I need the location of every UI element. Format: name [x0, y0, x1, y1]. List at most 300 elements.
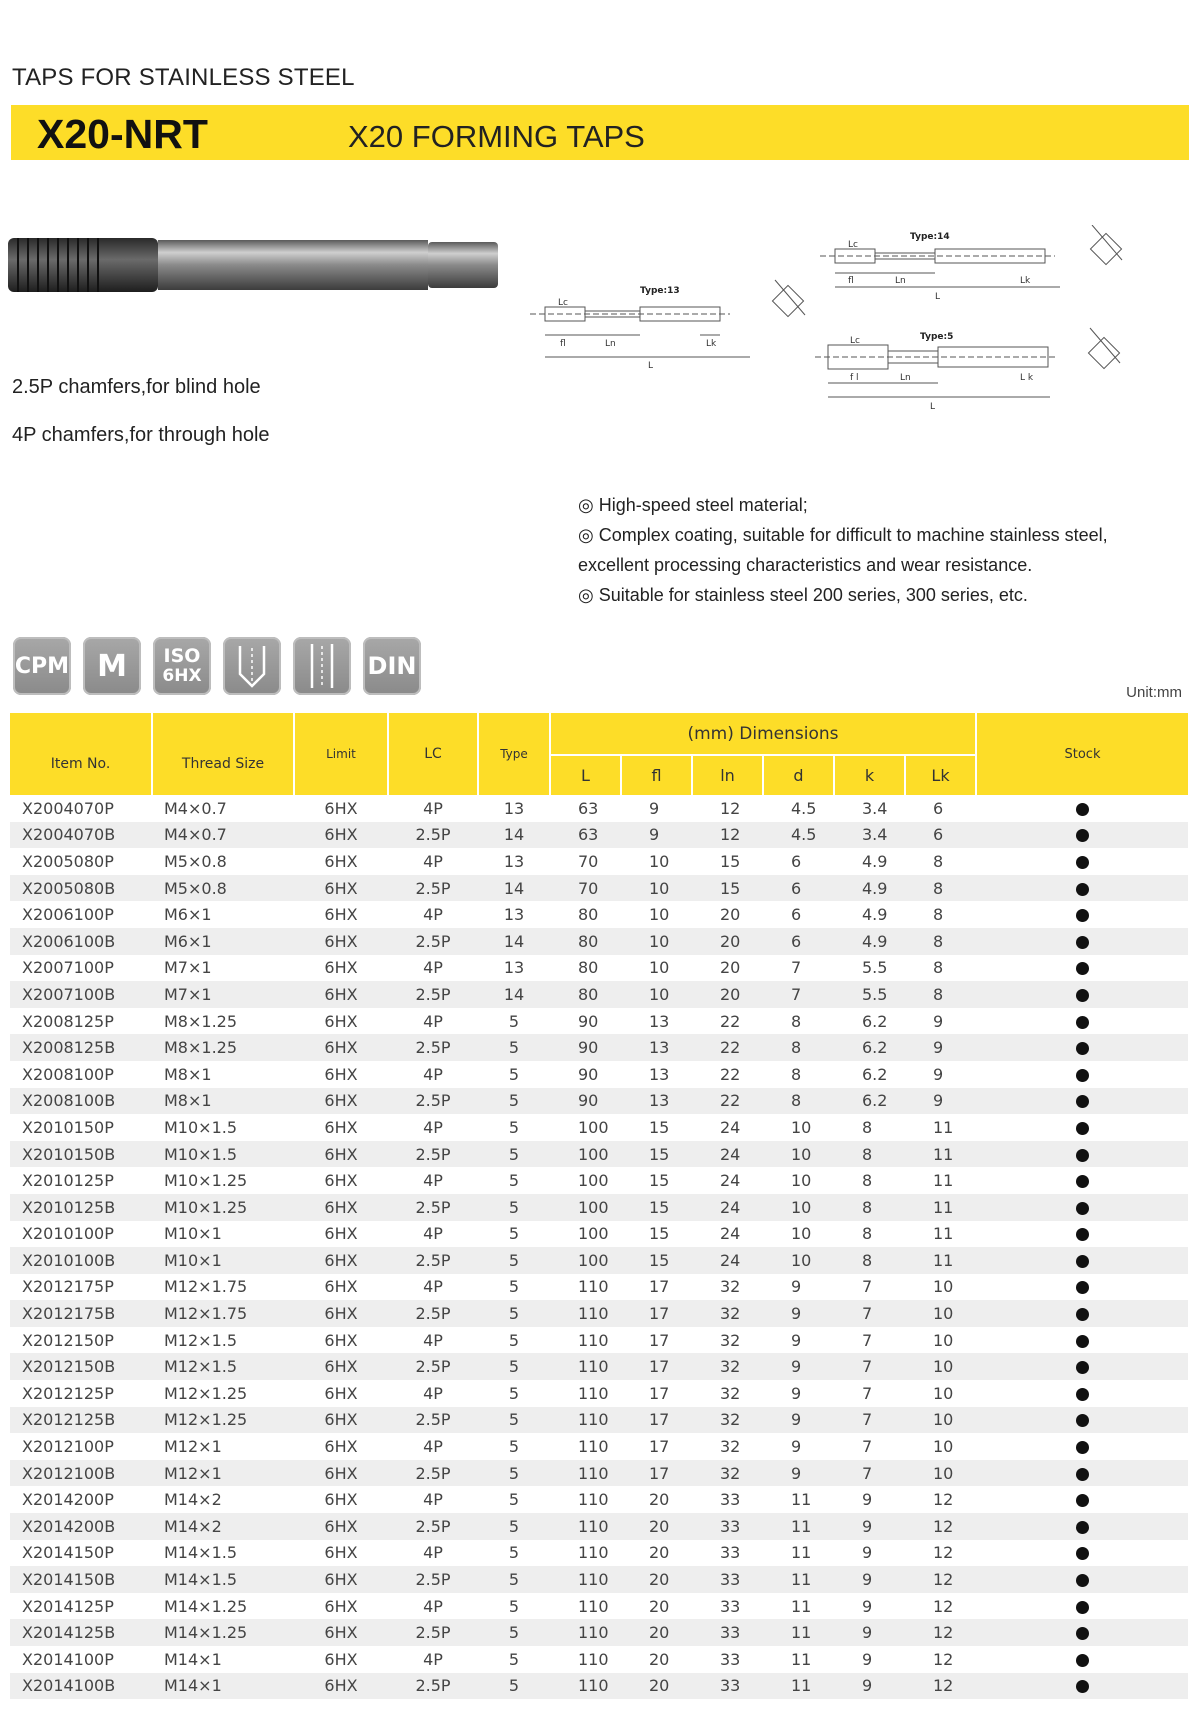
svg-text:Ln: Ln [900, 373, 911, 383]
cell-limit: 6HX [294, 822, 388, 849]
cell-k: 9 [834, 1673, 905, 1700]
cell-l: 110 [578, 1330, 609, 1350]
cell-lk: 10 [905, 1407, 976, 1434]
in-stock-dot-icon [1076, 1441, 1089, 1454]
cell-fl: 20 [621, 1619, 692, 1646]
cell-ln: 20 [720, 905, 741, 925]
cell-lk: 6 [933, 798, 944, 818]
cell-d: 11 [763, 1673, 834, 1700]
cell-d: 9 [763, 1300, 834, 1327]
cell-limit: 6HX [324, 958, 358, 978]
cell-type: 5 [508, 1117, 520, 1137]
header-lc: LC [388, 713, 478, 795]
cell-k: 3.4 [862, 798, 888, 818]
in-stock-dot-icon [1076, 1095, 1089, 1108]
cell-stock [976, 1646, 1188, 1673]
cell-item-no: X2008100B [10, 1088, 152, 1115]
cell-thread-size: M4×0.7 [152, 822, 294, 849]
cell-k: 8 [834, 1141, 905, 1168]
cell-lk: 12 [905, 1619, 976, 1646]
cell-l: 110 [578, 1490, 609, 1510]
table-row [10, 928, 1188, 955]
cell-lc: 4P [423, 1383, 443, 1403]
cell-k: 9 [862, 1596, 873, 1616]
cell-thread-size: M14×1.5 [152, 1566, 294, 1593]
cell-limit: 6HX [324, 798, 358, 818]
table-row [10, 1141, 1188, 1168]
cell-lk: 9 [933, 1064, 944, 1084]
cell-fl: 20 [621, 1566, 692, 1593]
in-stock-dot-icon [1076, 1361, 1089, 1374]
cell-lk: 12 [905, 1566, 976, 1593]
cell-stock [976, 1566, 1188, 1593]
cell-item-no: X2014200P [22, 1490, 114, 1510]
cell-item-no: X2014125B [10, 1619, 152, 1646]
table-row [10, 1460, 1188, 1487]
cell-limit: 6HX [294, 1300, 388, 1327]
cell-lc: 4P [423, 1490, 443, 1510]
header-d: d [763, 755, 834, 795]
header-item-no: Item No. [10, 713, 152, 795]
cell-k: 7 [834, 1460, 905, 1487]
type-13-drawing [530, 280, 805, 371]
in-stock-dot-icon [1076, 1228, 1089, 1241]
cell-k: 7 [834, 1353, 905, 1380]
cell-limit: 6HX [294, 1194, 388, 1221]
cell-limit: 6HX [324, 1596, 358, 1616]
cell-l: 63 [550, 822, 621, 849]
feature-item: ◎ Complex coating, suitable for difficult to machine stainless steel, [578, 525, 1108, 545]
cell-lc: 4P [423, 905, 443, 925]
cell-ln: 24 [692, 1247, 763, 1274]
cell-limit: 6HX [294, 1673, 388, 1700]
in-stock-dot-icon [1076, 883, 1089, 896]
cell-k: 7 [862, 1383, 873, 1403]
cell-l: 90 [550, 1034, 621, 1061]
cell-stock [976, 1513, 1188, 1540]
table-row [10, 1513, 1188, 1540]
cell-fl: 10 [621, 981, 692, 1008]
cell-lc: 2.5P [388, 1673, 478, 1700]
in-stock-dot-icon [1076, 1494, 1089, 1507]
cell-type: 13 [503, 958, 525, 978]
cell-lk: 11 [933, 1117, 954, 1137]
cell-l: 110 [550, 1300, 621, 1327]
cell-k: 8 [834, 1194, 905, 1221]
cell-type: 5 [508, 1224, 520, 1244]
cell-item-no: X2014150P [22, 1543, 114, 1563]
cell-lk: 9 [933, 1011, 944, 1031]
cell-item-no: X2005080B [10, 875, 152, 902]
table-row [10, 848, 1188, 875]
cell-item-no: X2006100P [22, 905, 114, 925]
table-row [10, 901, 1188, 928]
cell-fl: 17 [621, 1460, 692, 1487]
table-row [10, 1247, 1188, 1274]
svg-text:Lk: Lk [706, 339, 717, 349]
cell-fl: 20 [649, 1649, 670, 1669]
cell-thread-size: M6×1 [164, 905, 212, 925]
cell-item-no: X2012175P [22, 1277, 114, 1297]
cell-lc: 4P [423, 1171, 443, 1191]
svg-text:Ln: Ln [895, 276, 906, 286]
in-stock-dot-icon [1076, 803, 1089, 816]
cell-lk: 11 [905, 1247, 976, 1274]
cell-lc: 2.5P [388, 875, 478, 902]
in-stock-dot-icon [1076, 936, 1089, 949]
table-row [10, 981, 1188, 1008]
in-stock-dot-icon [1076, 1680, 1089, 1693]
cell-d: 11 [791, 1543, 812, 1563]
cell-type: 14 [478, 928, 550, 955]
cell-fl: 10 [649, 851, 670, 871]
cell-thread-size: M7×1 [152, 981, 294, 1008]
cell-type: 5 [508, 1011, 520, 1031]
cell-stock [976, 928, 1188, 955]
cell-lk: 12 [905, 1673, 976, 1700]
cell-d: 9 [791, 1383, 802, 1403]
cell-item-no: X2008100P [22, 1064, 114, 1084]
cell-stock [976, 1114, 1188, 1141]
cell-d: 9 [791, 1277, 802, 1297]
cell-stock [976, 1673, 1188, 1700]
cell-type: 5 [508, 1064, 520, 1084]
svg-text:Type:14: Type:14 [910, 232, 950, 242]
cell-lk: 12 [933, 1490, 954, 1510]
table-row [10, 1353, 1188, 1380]
cell-d: 6 [791, 851, 802, 871]
cell-stock [976, 1619, 1188, 1646]
cell-lc: 2.5P [388, 1088, 478, 1115]
cell-type: 5 [478, 1353, 550, 1380]
cell-thread-size: M10×1 [152, 1247, 294, 1274]
cell-stock [976, 1300, 1188, 1327]
header-k: k [834, 755, 905, 795]
cell-k: 8 [862, 1224, 873, 1244]
cell-l: 110 [550, 1407, 621, 1434]
table-row [10, 1407, 1188, 1434]
cell-thread-size: M14×2 [164, 1490, 222, 1510]
cell-item-no: X2010125P [22, 1171, 114, 1191]
table-row [10, 875, 1188, 902]
cell-l: 100 [578, 1171, 609, 1191]
cell-l: 90 [578, 1064, 599, 1084]
cell-limit: 6HX [324, 1064, 358, 1084]
table-row [10, 1673, 1188, 1700]
cell-ln: 12 [692, 822, 763, 849]
cell-lc: 2.5P [388, 1194, 478, 1221]
cell-l: 100 [578, 1224, 609, 1244]
header-lk: Lk [905, 755, 976, 795]
cell-stock [976, 1380, 1188, 1407]
cell-stock [976, 1247, 1188, 1274]
cell-type: 5 [508, 1596, 520, 1616]
cell-limit: 6HX [324, 1171, 358, 1191]
cell-ln: 33 [692, 1513, 763, 1540]
cell-ln: 32 [720, 1277, 741, 1297]
header-l: L [550, 755, 621, 795]
cell-k: 7 [862, 1437, 873, 1457]
cell-ln: 22 [692, 1088, 763, 1115]
cell-lc: 2.5P [388, 822, 478, 849]
cell-d: 7 [791, 958, 802, 978]
cell-limit: 6HX [294, 1247, 388, 1274]
cell-thread-size: M14×1.25 [164, 1596, 248, 1616]
cell-ln: 33 [692, 1673, 763, 1700]
cell-lc: 4P [423, 1330, 443, 1350]
cell-type: 14 [478, 875, 550, 902]
cell-ln: 22 [692, 1034, 763, 1061]
cell-type: 5 [478, 1619, 550, 1646]
cell-fl: 15 [649, 1117, 670, 1137]
cell-d: 10 [791, 1224, 812, 1244]
cell-thread-size: M5×0.8 [164, 851, 227, 871]
cell-limit: 6HX [324, 1011, 358, 1031]
in-stock-dot-icon [1076, 1335, 1089, 1348]
cell-l: 80 [578, 905, 599, 925]
cell-lk: 8 [933, 958, 944, 978]
cell-d: 10 [791, 1117, 812, 1137]
cell-thread-size: M10×1 [164, 1224, 222, 1244]
cell-lc: 2.5P [388, 1566, 478, 1593]
cell-l: 100 [578, 1117, 609, 1137]
cell-type: 14 [478, 981, 550, 1008]
cell-ln: 24 [720, 1171, 741, 1191]
cell-thread-size: M12×1.75 [164, 1277, 248, 1297]
cell-limit: 6HX [294, 1566, 388, 1593]
cell-limit: 6HX [324, 1117, 358, 1137]
in-stock-dot-icon [1076, 962, 1089, 975]
cell-thread-size: M14×1 [152, 1673, 294, 1700]
cell-fl: 15 [649, 1224, 670, 1244]
cell-limit: 6HX [324, 1383, 358, 1403]
cell-thread-size: M12×1.5 [164, 1330, 238, 1350]
table-row [10, 1114, 1188, 1141]
in-stock-dot-icon [1076, 829, 1089, 842]
cell-lc: 4P [423, 798, 443, 818]
cell-lk: 10 [905, 1353, 976, 1380]
cell-d: 9 [791, 1437, 802, 1457]
cell-limit: 6HX [324, 905, 358, 925]
header-ln: ln [692, 755, 763, 795]
cell-limit: 6HX [294, 981, 388, 1008]
cell-type: 5 [478, 1673, 550, 1700]
cell-lk: 11 [905, 1141, 976, 1168]
cell-lc: 4P [423, 1543, 443, 1563]
cell-lk: 8 [933, 851, 944, 871]
cell-ln: 32 [720, 1437, 741, 1457]
cell-type: 5 [478, 1407, 550, 1434]
cell-k: 5.5 [862, 958, 888, 978]
svg-text:Lc: Lc [558, 298, 568, 308]
cell-lk: 10 [905, 1300, 976, 1327]
cell-item-no: X2005080P [22, 851, 114, 871]
cell-l: 110 [550, 1619, 621, 1646]
cell-item-no: X2012150P [22, 1330, 114, 1350]
cell-stock [976, 1486, 1188, 1513]
table-row [10, 822, 1188, 849]
cell-lc: 4P [423, 1437, 443, 1457]
cell-thread-size: M10×1.5 [152, 1141, 294, 1168]
cell-type: 5 [478, 1194, 550, 1221]
cell-stock [976, 955, 1188, 982]
in-stock-dot-icon [1076, 1122, 1089, 1135]
cell-limit: 6HX [294, 1407, 388, 1434]
cell-ln: 22 [720, 1011, 741, 1031]
cell-item-no: X2014125P [22, 1596, 114, 1616]
cell-limit: 6HX [324, 1437, 358, 1457]
cell-fl: 17 [621, 1407, 692, 1434]
table-row [10, 1327, 1188, 1354]
cell-ln: 15 [692, 875, 763, 902]
cell-type: 13 [503, 905, 525, 925]
svg-text:L: L [930, 402, 936, 412]
cell-type: 5 [478, 1034, 550, 1061]
cell-l: 110 [578, 1277, 609, 1297]
cell-thread-size: M10×1.25 [152, 1194, 294, 1221]
cell-limit: 6HX [294, 1034, 388, 1061]
in-stock-dot-icon [1076, 909, 1089, 922]
cell-d: 11 [791, 1649, 812, 1669]
cell-thread-size: M12×1.25 [164, 1383, 248, 1403]
cell-lc: 2.5P [388, 1247, 478, 1274]
cell-thread-size: M7×1 [164, 958, 212, 978]
cell-l: 63 [578, 798, 599, 818]
cell-fl: 17 [621, 1353, 692, 1380]
cell-k: 8 [862, 1117, 873, 1137]
cell-lc: 2.5P [388, 1141, 478, 1168]
cell-d: 6 [763, 875, 834, 902]
cell-lk: 11 [933, 1171, 954, 1191]
header-fl: fl [621, 755, 692, 795]
in-stock-dot-icon [1076, 989, 1089, 1002]
cell-k: 5.5 [834, 981, 905, 1008]
table-row [10, 1486, 1188, 1513]
cell-l: 100 [550, 1194, 621, 1221]
cell-l: 110 [550, 1673, 621, 1700]
cell-thread-size: M14×1.25 [152, 1619, 294, 1646]
cell-k: 7 [834, 1300, 905, 1327]
cell-k: 6.2 [834, 1088, 905, 1115]
cell-stock [976, 1008, 1188, 1035]
cell-k: 3.4 [834, 822, 905, 849]
blind-hole-icon [223, 637, 281, 695]
cell-k: 7 [834, 1407, 905, 1434]
cell-limit: 6HX [294, 1513, 388, 1540]
cell-item-no: X2014100P [22, 1649, 114, 1669]
cell-fl: 13 [649, 1064, 670, 1084]
in-stock-dot-icon [1076, 1521, 1089, 1534]
svg-text:Lk: Lk [1020, 276, 1031, 286]
cell-limit: 6HX [324, 1490, 358, 1510]
cell-ln: 32 [720, 1330, 741, 1350]
table-row [10, 1566, 1188, 1593]
table-row [10, 1619, 1188, 1646]
cell-lc: 2.5P [388, 928, 478, 955]
cell-fl: 10 [649, 905, 670, 925]
cell-l: 100 [550, 1247, 621, 1274]
cell-d: 11 [763, 1513, 834, 1540]
cell-stock [976, 848, 1188, 875]
cell-thread-size: M8×1.25 [152, 1034, 294, 1061]
through-hole-icon [293, 637, 351, 695]
feature-item: excellent processing characteristics and wear resistance. [578, 555, 1033, 575]
cell-ln: 22 [720, 1064, 741, 1084]
cell-k: 8 [834, 1247, 905, 1274]
cell-lk: 10 [933, 1383, 954, 1403]
cell-fl: 20 [649, 1543, 670, 1563]
cell-l: 110 [550, 1353, 621, 1380]
cell-stock [976, 981, 1188, 1008]
svg-text:L k: L k [1020, 373, 1034, 383]
table-row [10, 1433, 1188, 1460]
cell-lc: 2.5P [388, 1460, 478, 1487]
cell-lk: 12 [933, 1543, 954, 1563]
svg-text:L: L [648, 361, 654, 371]
cell-item-no: X2010125B [10, 1194, 152, 1221]
cell-lk: 12 [933, 1596, 954, 1616]
cell-d: 7 [763, 981, 834, 1008]
table-row [10, 955, 1188, 982]
cell-ln: 33 [692, 1619, 763, 1646]
feature-item: ◎ High-speed steel material; [578, 495, 808, 515]
cell-ln: 20 [692, 928, 763, 955]
cell-k: 4.9 [862, 851, 888, 871]
din-icon: DIN [363, 637, 421, 695]
cell-lk: 12 [905, 1513, 976, 1540]
cell-lk: 6 [905, 822, 976, 849]
cell-lc: 2.5P [388, 1034, 478, 1061]
cell-d: 8 [763, 1034, 834, 1061]
in-stock-dot-icon [1076, 1627, 1089, 1640]
cell-stock [976, 1194, 1188, 1221]
cell-type: 5 [478, 1300, 550, 1327]
cell-stock [976, 1088, 1188, 1115]
chamfer-note-blind: 2.5P chamfers,for blind hole [12, 376, 261, 398]
cell-thread-size: M12×1.25 [152, 1407, 294, 1434]
cell-fl: 15 [621, 1194, 692, 1221]
cell-item-no: X2008125B [10, 1034, 152, 1061]
table-row [10, 1300, 1188, 1327]
cell-thread-size: M6×1 [152, 928, 294, 955]
svg-text:Lc: Lc [850, 336, 860, 346]
cell-type: 5 [508, 1490, 520, 1510]
cell-lk: 9 [905, 1088, 976, 1115]
cell-fl: 13 [649, 1011, 670, 1031]
cell-fl: 20 [621, 1513, 692, 1540]
type-14-drawing [820, 225, 1122, 302]
cell-l: 90 [550, 1088, 621, 1115]
table-row [10, 1646, 1188, 1673]
cell-stock [976, 795, 1188, 822]
cell-type: 5 [508, 1171, 520, 1191]
cell-d: 9 [763, 1460, 834, 1487]
cell-k: 9 [862, 1543, 873, 1563]
cell-type: 13 [503, 851, 525, 871]
cell-stock [976, 1593, 1188, 1620]
cell-limit: 6HX [324, 851, 358, 871]
cell-k: 9 [862, 1490, 873, 1510]
cell-type: 5 [478, 1460, 550, 1487]
header-limit: Limit [294, 713, 388, 795]
cell-l: 80 [578, 958, 599, 978]
chamfer-note-through: 4P chamfers,for through hole [12, 424, 270, 446]
cell-item-no: X2006100B [10, 928, 152, 955]
cell-lk: 10 [933, 1437, 954, 1457]
cell-item-no: X2010100B [10, 1247, 152, 1274]
header-dimensions: (mm) Dimensions [550, 713, 976, 755]
title-banner [11, 105, 1189, 160]
